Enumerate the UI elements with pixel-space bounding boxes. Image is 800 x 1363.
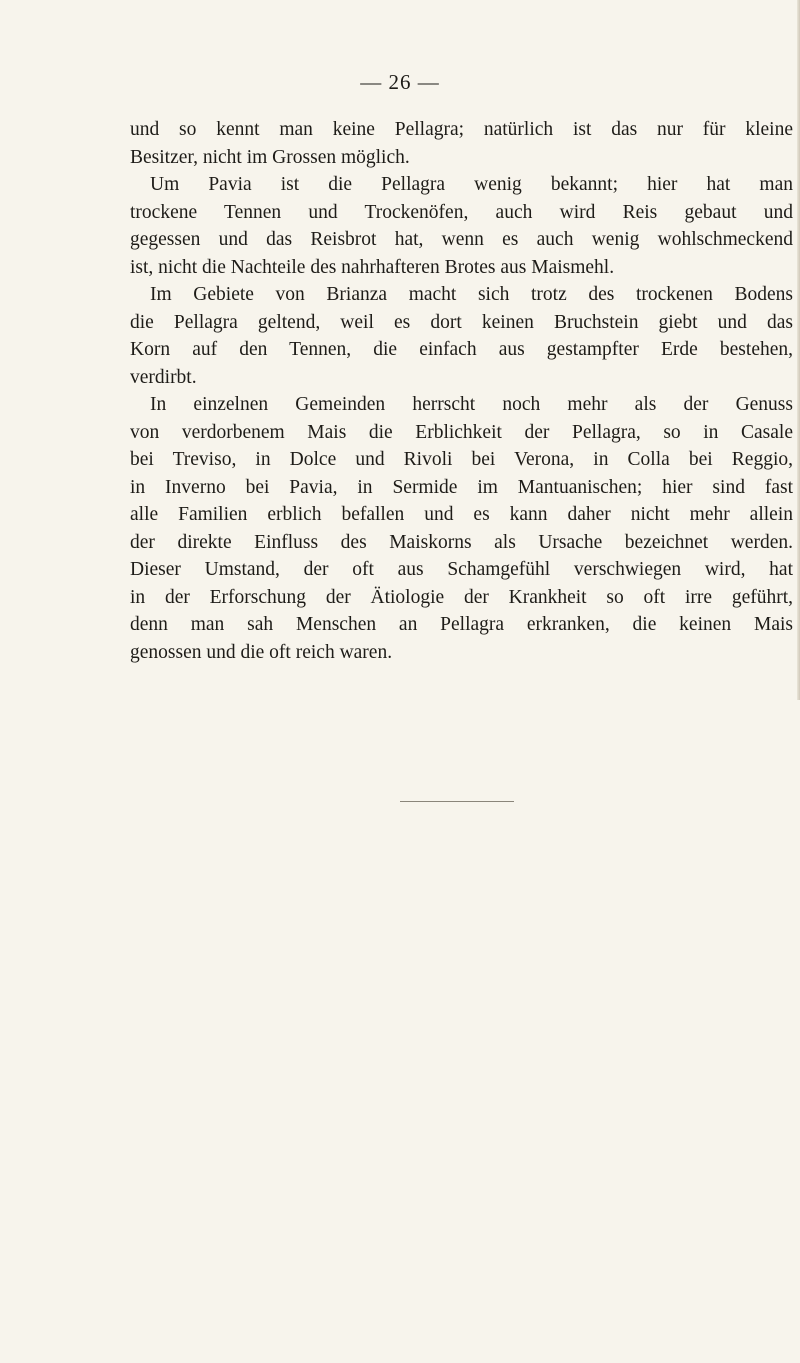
text-line: in der Erforschung der Ätiologie der Krankheit so oft irre geführt,: [130, 586, 793, 608]
text-line: ist, nicht die Nachteile des nahrhafteren Brotes aus Maismehl.: [130, 256, 615, 278]
text-line: In einzelnen Gemeinden herrscht noch mehr als der Genuss: [150, 394, 793, 415]
text-line: und so kennt man keine Pellagra; natürlich ist das nur für kleine: [130, 119, 793, 140]
text-line: Dieser Umstand, der oft aus Schamgefühl verschwiegen wird, hat: [130, 559, 793, 580]
text-line: Im Gebiete von Brianza macht sich trotz des trockenen Bodens: [150, 284, 793, 305]
page-number-header: — 26 —: [360, 70, 440, 94]
text-line: verdirbt.: [130, 366, 197, 388]
text-line: Um Pavia ist die Pellagra wenig bekannt; hier hat man: [150, 174, 793, 195]
text-line: alle Familien erblich befallen und es kann daher nicht mehr allein: [130, 504, 793, 525]
text-line: trockene Tennen und Trockenöfen, auch wird Reis gebaut und: [130, 201, 793, 223]
section-divider: [400, 801, 514, 802]
text-line: von verdorbenem Mais die Erblichkeit der Pellagra, so in Casale: [130, 421, 793, 443]
text-line: gegessen und das Reisbrot hat, wenn es auch wenig wohlschmeckend: [130, 229, 793, 250]
text-line: der direkte Einfluss des Maiskorns als Ursache bezeichnet werden.: [130, 531, 793, 553]
text-line: in Inverno bei Pavia, in Sermide im Mantuanischen; hier sind fast: [130, 476, 793, 498]
text-line: die Pellagra geltend, weil es dort keinen Bruchstein giebt und das: [130, 311, 793, 333]
text-line: Korn auf den Tennen, die einfach aus gestampfter Erde bestehen,: [130, 339, 793, 360]
text-line: denn man sah Menschen an Pellagra erkranken, die keinen Mais: [130, 614, 793, 635]
body-text: [130, 116, 793, 666]
text-line: Besitzer, nicht im Grossen möglich.: [130, 146, 410, 168]
text-line: bei Treviso, in Dolce und Rivoli bei Verona, in Colla bei Reggio,: [130, 449, 793, 470]
text-line: genossen und die oft reich waren.: [130, 641, 393, 663]
